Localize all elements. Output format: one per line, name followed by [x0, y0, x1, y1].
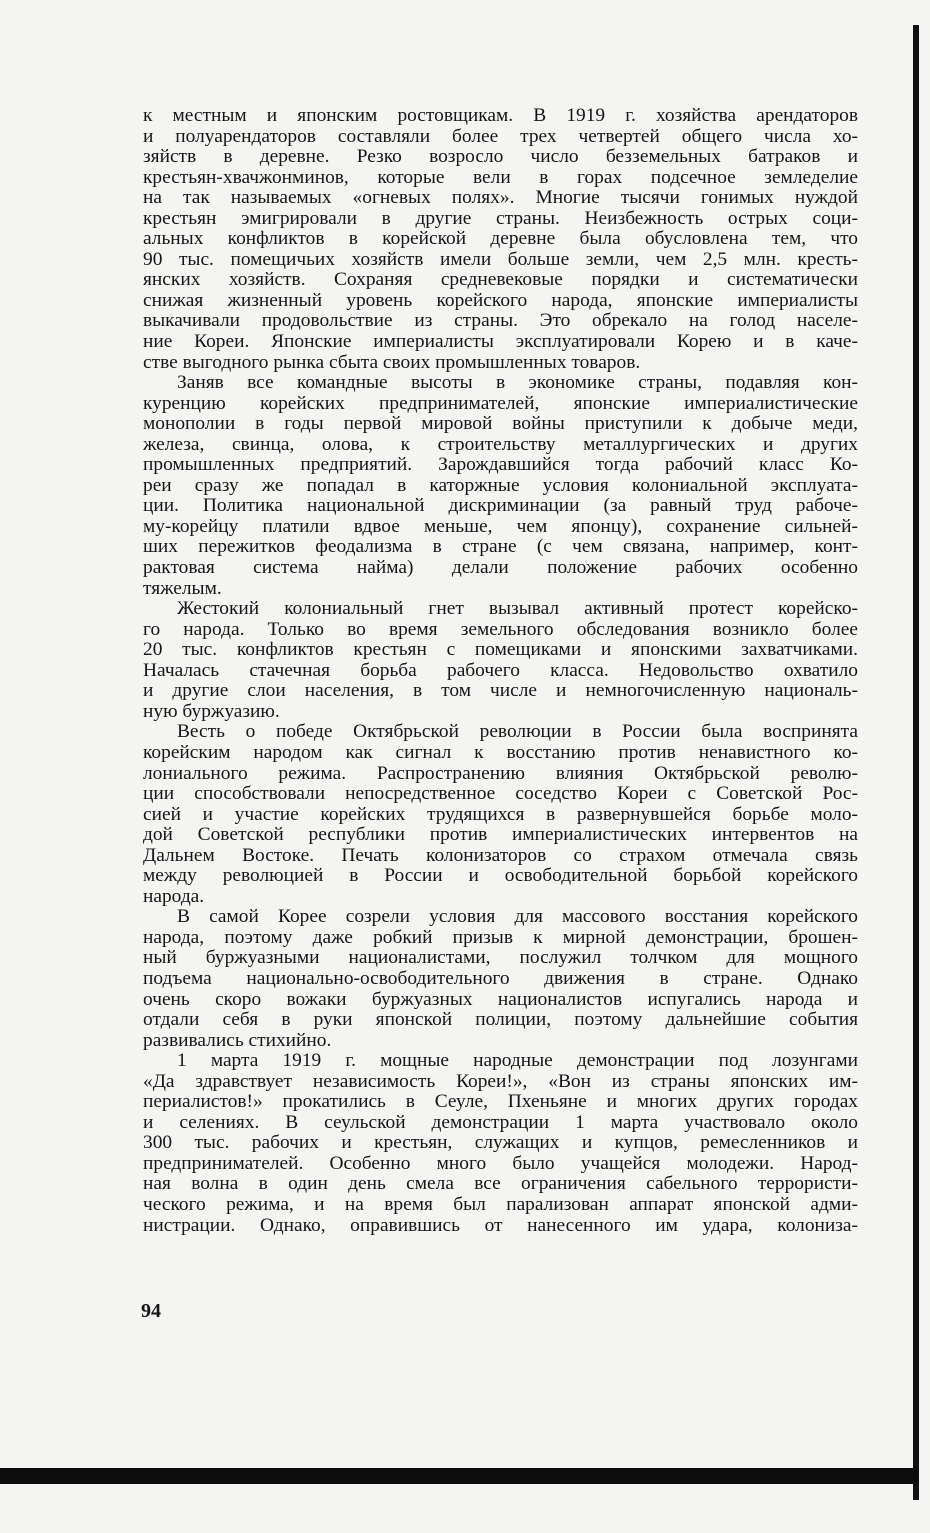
text-line: Жестокий колониальный гнет вызывал активный протест корейско- [177, 598, 858, 620]
text-line: периалистов!» прокатились в Сеуле, Пхеньяне и многих других городах [143, 1091, 858, 1113]
text-line: го народа. Только во время земельного обследования возникло более [143, 618, 858, 640]
text-line: выкачивали продовольствие из страны. Это обрекало на голод населе- [143, 310, 858, 332]
text-line: рактовая система найма) делали положение рабочих особенно [143, 557, 858, 579]
text-line: на так называемых «огневых полях». Многие тысячи гонимых нуждой [143, 187, 858, 209]
text-line: Заняв все командные высоты в экономике страны, подавляя кон- [177, 372, 858, 394]
text-line: ние Кореи. Японские империалисты эксплуатировали Корею и в каче- [143, 331, 858, 353]
text-line: В самой Корее созрели условия для массового восстания корейского [177, 906, 858, 928]
text-line: промышленных предприятий. Зарождавшийся тогда рабочий класс Ко- [143, 454, 858, 476]
text-line: крестьян эмигрировали в другие страны. Неизбежность острых соци- [143, 207, 858, 229]
text-line: 1 марта 1919 г. мощные народные демонстрации под лозунгами [177, 1050, 858, 1072]
text-line: и другие слои населения, в том числе и немногочисленную националь- [143, 680, 858, 702]
text-line: народа. [143, 885, 205, 907]
text-line: куренцию корейских предпринимателей, японские империалистические [143, 392, 858, 414]
text-line: стве выгодного рынка сбыта своих промышленных товаров. [143, 351, 641, 373]
text-line: янских хозяйств. Сохраняя средневековые порядки и систематически [143, 269, 858, 291]
text-line: развивались стихийно. [143, 1029, 332, 1051]
text-line: ная волна в один день смела все ограничения сабельного террористи- [143, 1173, 858, 1195]
text-line: 300 тыс. рабочих и крестьян, служащих и купцов, ремесленников и [143, 1132, 858, 1154]
text-line: к местным и японским ростовщикам. В 1919 г. хозяйства арендаторов [143, 105, 858, 126]
text-line: ную буржуазию. [143, 700, 280, 722]
text-line: альных конфликтов в корейской деревне была обусловлена тем, что [143, 228, 858, 250]
text-line: народа, поэтому даже робкий призыв к мирной демонстрации, брошен- [143, 926, 858, 948]
text-line: Дальнем Востоке. Печать колонизаторов со страхом отмечала связь [143, 844, 858, 866]
text-line: тяжелым. [143, 577, 222, 599]
text-line: отдали себя в руки японской полиции, поэтому дальнейшие события [143, 1009, 858, 1031]
text-line: Весть о победе Октябрьской революции в России была воспринята [177, 721, 858, 743]
body-text [143, 106, 858, 1236]
text-line: 90 тыс. помещичьих хозяйств имели больше земли, чем 2,5 млн. кресть- [143, 248, 858, 270]
text-line: очень скоро вожаки буржуазных националистов испугались народа и [143, 988, 858, 1010]
text-line: дой Советской республики против империалистических интервентов на [143, 824, 858, 846]
page-number: 94 [141, 1300, 161, 1322]
scan-shadow-bottom-edge [0, 1468, 919, 1484]
text-line: ции способствовали непосредственное соседство Кореи с Советской Рос- [143, 783, 858, 805]
text-line: ческого режима, и на время был парализован аппарат японской адми- [143, 1193, 858, 1215]
text-line: и селениях. В сеульской демонстрации 1 марта участвовало около [143, 1111, 858, 1133]
text-line: зяйств в деревне. Резко возросло число безземельных батраков и [143, 146, 858, 168]
text-line: ный буржуазными националистами, послужил толчком для мощного [143, 947, 858, 969]
text-line: «Да здравствует независимость Кореи!», «Вон из страны японских им- [143, 1070, 858, 1092]
text-line: между революцией в России и освободительной борьбой корейского [143, 865, 858, 887]
text-line: лониального режима. Распространению влияния Октябрьской револю- [143, 762, 858, 784]
scan-shadow-right-edge [913, 25, 919, 1500]
text-line: реи сразу же попадал в каторжные условия колониальной эксплуата- [143, 474, 858, 496]
text-line: 20 тыс. конфликтов крестьян с помещиками и японскими захватчиками. [143, 639, 858, 661]
text-line: корейским народом как сигнал к восстанию против ненавистного ко- [143, 741, 858, 763]
text-line: му-корейцу платили вдвое меньше, чем японцу), сохранение сильней- [143, 515, 858, 537]
text-line: монополии в годы первой мировой войны приступили к добыче меди, [143, 413, 858, 435]
text-line: сией и участие корейских трудящихся в развернувшейся борьбе моло- [143, 803, 858, 825]
text-line: подъема национально-освободительного движения в стране. Однако [143, 967, 858, 989]
text-line: ции. Политика национальной дискриминации (за равный труд рабоче- [143, 495, 858, 517]
text-line: крестьян-хвачжонминов, которые вели в горах подсечное земледелие [143, 166, 858, 188]
text-line: и полуарендаторов составляли более трех четвертей общего числа хо- [143, 125, 858, 147]
text-line: предпринимателей. Особенно много было учащейся молодежи. Народ- [143, 1152, 858, 1174]
text-line: железа, свинца, олова, к строительству металлургических и других [143, 433, 858, 455]
text-line: Началась стачечная борьба рабочего класса. Недовольство охватило [143, 659, 858, 681]
text-line: снижая жизненный уровень корейского народа, японские империалисты [143, 289, 858, 311]
text-line: ших пережитков феодализма в стране (с чем связана, например, конт- [143, 536, 858, 558]
text-line: нистрации. Однако, оправившись от нанесенного им удара, колониза- [143, 1214, 858, 1236]
